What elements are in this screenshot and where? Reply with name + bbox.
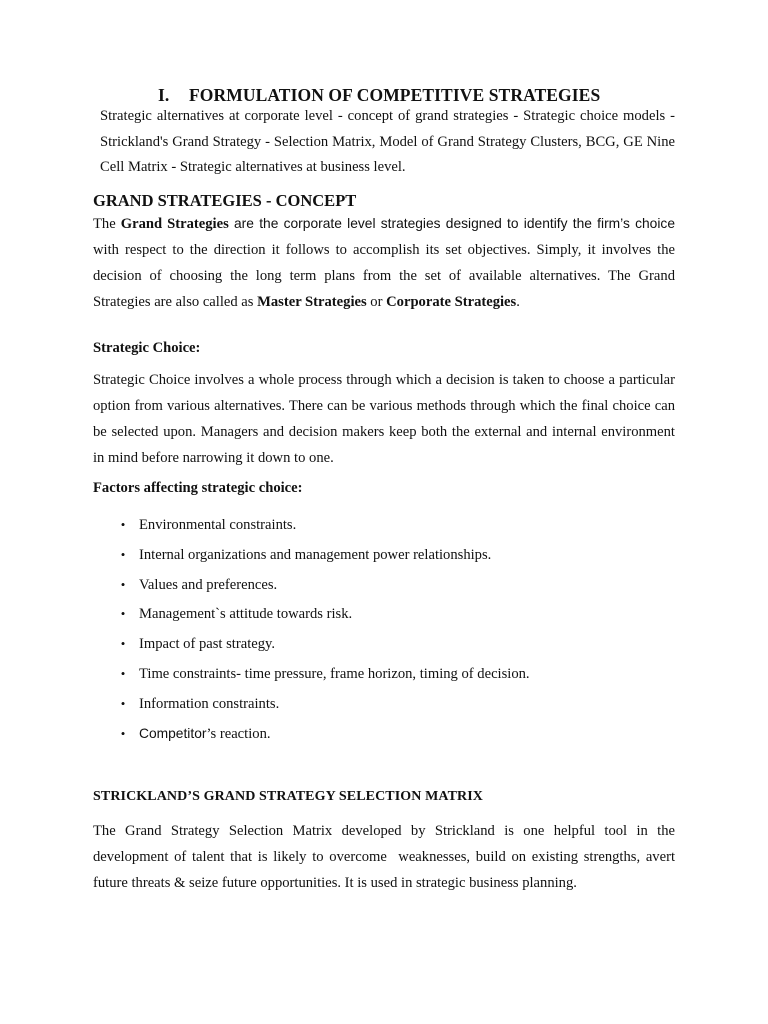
list-item-text: ’s reaction.	[206, 725, 271, 742]
concept-bold-corporate-strategies: Corporate Strategies	[386, 294, 517, 310]
bullet-icon: •	[120, 695, 126, 711]
list-item	[93, 604, 675, 634]
section-title: FORMULATION OF COMPETITIVE STRATEGIES	[189, 85, 601, 105]
section-intro: Strategic alternatives at corporate level - concept of grand strategies - Strategic choice models - Strickland's Grand Strategy - Selection Matrix, Model of Grand Strategy Clusters, BCG, GE Nine Cell Matrix - Strategic alternatives at business level.	[100, 108, 675, 175]
factors-list-container	[93, 515, 675, 753]
list-item-text: Time constraints- time pressure, frame horizon, timing of decision.	[139, 665, 530, 682]
bullet-icon: •	[120, 576, 126, 592]
list-item	[93, 694, 675, 724]
factors-heading: Factors affecting strategic choice:	[93, 480, 303, 496]
list-item	[93, 575, 675, 605]
strategic-choice-paragraph: Strategic Choice involves a whole process through which a decision is taken to choose a particular option from various alternatives. There can be various methods through which the final choice can be selected upon. Managers and decision makers keep both the external and internal environment in mind before narrowing it down to one.	[93, 372, 675, 466]
concept-paragraph	[93, 211, 675, 315]
factors-list	[93, 515, 675, 753]
list-item	[93, 634, 675, 664]
list-item-text: Management`s attitude towards risk.	[139, 606, 353, 623]
list-item-text: Impact of past strategy.	[139, 636, 276, 653]
bullet-icon: •	[120, 665, 126, 681]
bullet-icon: •	[120, 725, 126, 741]
section-heading	[158, 85, 678, 106]
bullet-icon: •	[120, 636, 126, 652]
concept-text-1: are the corporate level strategies designed to identify the firm’s choice	[228, 216, 675, 231]
list-item-text: Information constraints.	[139, 695, 280, 712]
list-item-text: Internal organizations and management power relationships.	[139, 546, 492, 563]
bullet-icon: •	[120, 517, 126, 532]
concept-end: .	[516, 294, 520, 310]
concept-bold-grand-strategies: Grand Strategies	[120, 216, 229, 232]
bullet-icon: •	[120, 606, 126, 622]
concept-heading: GRAND STRATEGIES - CONCEPT	[93, 191, 357, 210]
concept-bold-master-strategies: Master Strategies	[257, 294, 367, 310]
matrix-paragraph: The Grand Strategy Selection Matrix developed by Strickland is one helpful tool in the development of talent that is likely to overcome weaknesses, build on existing strengths, avert future threats & seize future opportunities. It is used in strategic business planning.	[93, 823, 675, 891]
concept-the: The	[93, 216, 121, 232]
bullet-icon: •	[120, 546, 126, 562]
concept-text-2: with respect to the direction it follows to accomplish its set objectives. Simply, it involves the decision of choosing the long term plans from the set of available alternatives. The Grand Strategies are also called as	[93, 242, 675, 310]
matrix-heading: STRICKLAND’S GRAND STRATEGY SELECTION MATRIX	[93, 789, 483, 804]
list-item	[93, 724, 675, 754]
list-item	[93, 664, 675, 694]
list-item-text-sans: Competitor	[139, 725, 207, 741]
list-item	[93, 545, 675, 575]
concept-or: or	[366, 294, 387, 310]
list-item-text: Values and preferences.	[139, 576, 278, 593]
section-number: I.	[158, 85, 170, 105]
list-item-text: Environmental constraints.	[139, 517, 297, 533]
list-item	[93, 515, 675, 545]
strategic-choice-heading: Strategic Choice:	[93, 340, 201, 356]
